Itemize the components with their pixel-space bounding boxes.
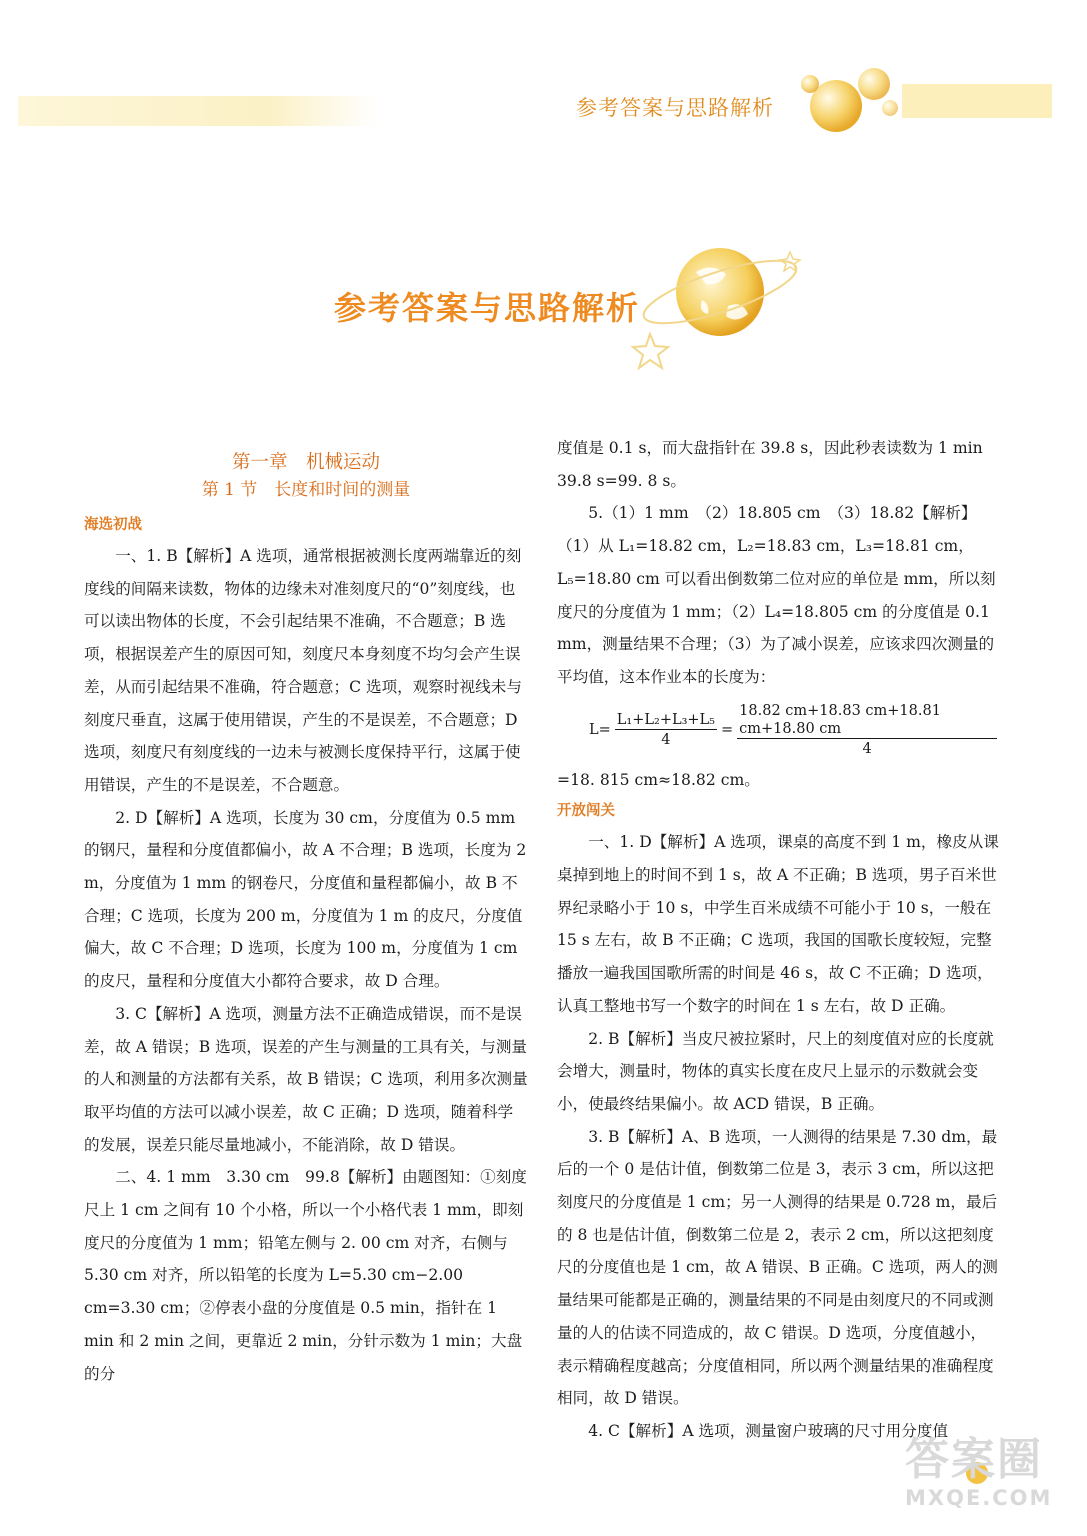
watermark-logo: 答案圈: [905, 1434, 1043, 1485]
answer-paragraph: 3. C【解析】A 选项，测量方法不正确造成错误，而不是误差，故 A 错误；B 选项，误差的产生与测量的工具有关，与测量的人和测量的方法都有关系，故 B 错误；C 选项，利用多次测量取平均值的方法可以减小误差，故 C 正确；D 选项，随着科学的发展，误差只能尽量地减小，不能消除，故 D 错误。: [84, 1004, 528, 1154]
running-header-title: 参考答案与思路解析: [576, 96, 774, 120]
chapter-title: 第一章 机械运动: [231, 452, 380, 473]
answer-paragraph: 一、1. B【解析】A 选项，通常根据被测长度两端靠近的刻度线的间隔来读数，物体的边缘未对准刻度尺的“0”刻度线，也可以读出物体的长度，不会引起结果不准确，不合题意；B 选项，根据误差产生的原因可知，刻度尺本身刻度不均匀会产生误差，从而引起结果不准确，符合题意；C 选项，观察时视线未与刻度尺垂直，这属于使用错误，产生的不是误差，不合题意；D 选项，刻度尺有刻度线的一边未与被测长度保持平行，这属于使用错误，产生的不是误差，不合题意。: [84, 547, 522, 794]
answer-q5-line: 5.（1）1 mm （2）18.805 cm （3）18.82【解析】: [588, 504, 977, 523]
formula-denominator: 4: [862, 740, 872, 757]
answer-paragraph: 一、1. D【解析】A 选项，课桌的高度不到 1 m，橡皮从课桌掉到地上的时间不到 1 s，故 A 不正确；B 选项，男子百米世界纪录略小于 10 s，中学生百米成绩不可能小于 10 s，一般在 15 s 左右，故 B 不正确；C 选项，我国的国歌长度较短，完整播放一遍我国国歌所需的时间是 46 s，故 C 不正确；D 选项，认真工整地书写一个数字的时间在 1 s 左右，故 D 正确。: [557, 833, 999, 1015]
section-heading-1: 海选初战: [84, 517, 142, 533]
answer-paragraph: 2. B【解析】当皮尺被拉紧时，尺上的刻度值对应的长度就会增大，测量时，物体的真实长度在皮尺上显示的示数就会变小，使最终结果偏小。故 ACD 错误，B 正确。: [557, 1029, 994, 1113]
answer-continuation: 度值是 0.1 s，而大盘指针在 39.8 s，因此秒表读数为 1 min 39.8 s=99. 8 s。: [557, 439, 983, 490]
watermark-url: MXQE.COM: [905, 1486, 1053, 1510]
formula-numerator: 18.82 cm+18.83 cm+18.81 cm+18.80 cm: [737, 702, 997, 739]
average-length-formula: [589, 702, 1001, 758]
formula-denominator: 4: [661, 731, 671, 748]
section-heading-2: 开放闯关: [557, 803, 615, 820]
answer-paragraph: 3. B【解析】A、B 选项，一人测得的结果是 7.30 dm，最后的一个 0 是估计值，倒数第二位是 3，表示 3 cm，所以这把刻度尺的分度值是 1 cm；另一人测得的结果是 0.728 m，最后的 8 也是估计值，倒数第二位是 2，表示 2 cm，所以这把刻度尺的分度值也是 1 cm，故 A 错误、B 正确。C 选项，两人的测量结果可能都是正确的，测量结果的不同是由刻度尺的不同或测量的人的估读不同造成的，故 C 错误。D 选项，分度值越小，表示精确程度越高；分度值相同，所以两个测量结果的准确程度相同，故 D 错误。: [557, 1127, 998, 1408]
header-decoration-block: [902, 84, 1052, 118]
left-column: [84, 450, 528, 1390]
answer-paragraph: 4. C【解析】A 选项，测量窗户玻璃的尺寸用分度值: [588, 1421, 949, 1440]
formula-fraction-symbolic: [615, 711, 717, 749]
answer-paragraph: 2. D【解析】A 选项，长度为 30 cm，分度值为 0.5 mm 的钢尺，量程和分度值都偏小，故 A 不合理；B 选项，长度为 2 m，分度值为 1 mm 的钢卷尺，分度值和量程都偏小，故 B 不合理；C 选项，长度为 200 m，分度值为 1 m 的皮尺，分度值偏大，故 C 不合理；D 选项，长度为 100 m，分度值为 1 cm 的皮尺，量程和分度值大小都符合要求，故 D 合理。: [84, 808, 527, 991]
right-column: [557, 432, 1001, 1448]
formula-fraction-values: [737, 702, 997, 758]
header-decoration-strip: [18, 96, 378, 126]
formula-lhs: L=: [589, 721, 611, 738]
bubbles-decoration-icon: [790, 62, 910, 142]
answer-q5-body: （1）从 L₁=18.82 cm，L₂=18.83 cm，L₃=18.81 cm，L₅=18.80 cm 可以看出倒数第二位对应的单位是 mm，所以刻度尺的分度值为 1 mm；（2）L₄=18.805 cm 的分度值是 0.1 mm，测量结果不合理；（3）为了减小误差，应该求四次测量的平均值，这本作业本的长度为：: [557, 537, 996, 686]
formula-result: =18. 815 cm≈18.82 cm。: [557, 770, 760, 789]
section-title: 第 1 节 长度和时间的测量: [201, 480, 411, 500]
formula-numerator: L₁+L₂+L₃+L₅: [616, 711, 715, 728]
watermark: [905, 1434, 1075, 1524]
page-main-title: 参考答案与思路解析: [334, 289, 641, 327]
answer-paragraph: 二、4. 1 mm 3.30 cm 99.8【解析】由题图知：①刻度尺上 1 cm 之间有 10 个小格，所以一个小格代表 1 mm，即刻度尺的分度值为 1 mm；铅笔左侧与 2. 00 cm 对齐，右侧与 5.30 cm 对齐，所以铅笔的长度为 L=5.30 cm−2.00 cm=3.30 cm；②停表小盘的分度值是 0.5 min，指针在 1 min 和 2 min 之间，更靠近 2 min，分针示数为 1 min；大盘的分: [84, 1168, 527, 1383]
formula-equals: =: [721, 721, 734, 738]
